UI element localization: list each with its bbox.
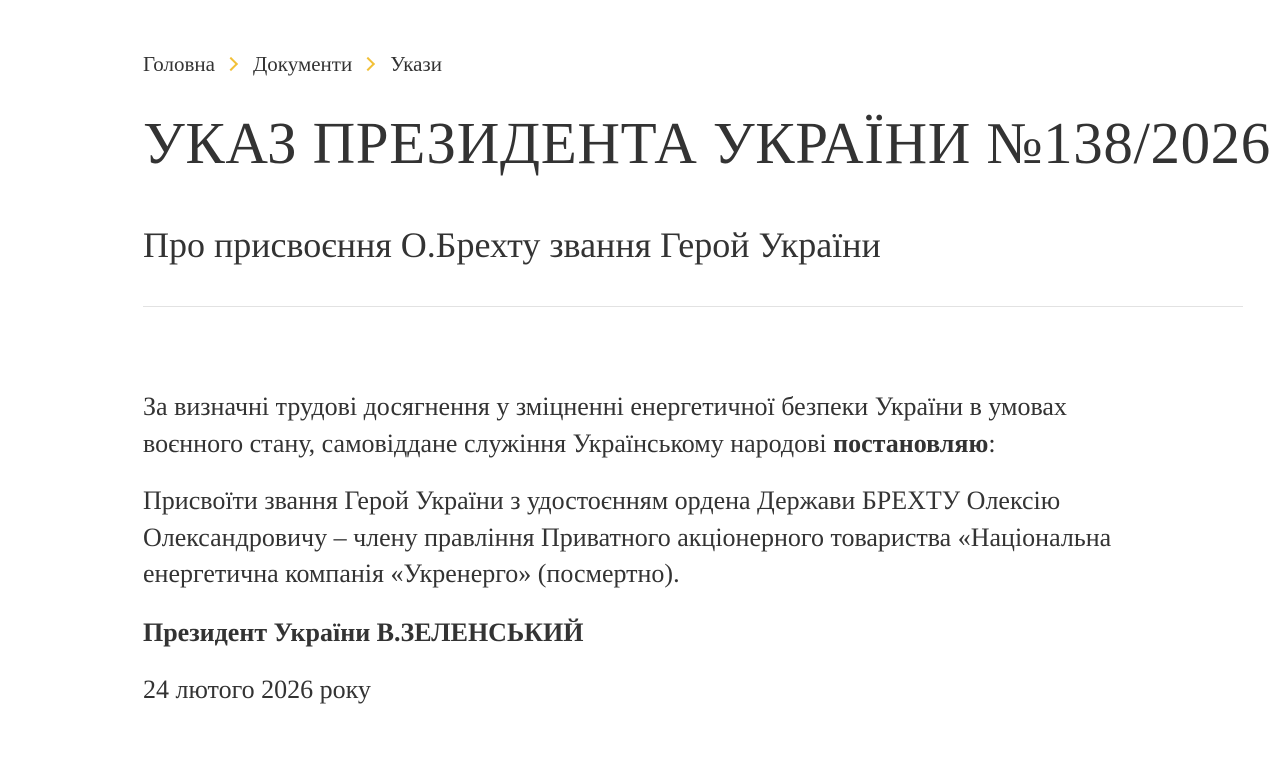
decree-body-line-2: Олександровичу – члену правління Приватного акціонерного товариства «Національна — [143, 522, 1112, 552]
chevron-right-icon — [361, 57, 375, 71]
decree-body-line-1: Присвоїти звання Герой України з удостоєнням ордена Держави БРЕХТУ Олексію — [143, 486, 1061, 515]
preamble-emphasis: постановляю — [833, 428, 989, 458]
breadcrumb-decrees-link[interactable]: Укази — [390, 52, 442, 76]
chevron-right-icon — [224, 57, 238, 71]
page-title: УКАЗ ПРЕЗИДЕНТА УКРАЇНИ №138/2026 — [143, 110, 1271, 176]
decree-body — [143, 483, 1243, 593]
divider — [143, 306, 1243, 307]
page-subtitle: Про присвоєння О.Брехту звання Герой України — [143, 225, 881, 265]
decree-body-line-3: енергетична компанія «Укренерго» (посмертно). — [143, 559, 680, 588]
preamble-line-1: За визначні трудові досягнення у зміцненні енергетичної безпеки України в умовах — [143, 392, 1067, 421]
decree-date: 24 лютого 2026 року — [143, 675, 371, 704]
breadcrumb-documents-link[interactable]: Документи — [252, 52, 353, 76]
signature: Президент України В.ЗЕЛЕНСЬКИЙ — [143, 618, 584, 647]
decree-preamble — [143, 389, 1243, 462]
breadcrumb — [143, 50, 442, 78]
preamble-end: : — [988, 428, 996, 458]
breadcrumb-home-link[interactable]: Головна — [143, 52, 215, 76]
preamble-line-2: воєнного стану, самовіддане служіння Українському народові — [143, 428, 834, 458]
